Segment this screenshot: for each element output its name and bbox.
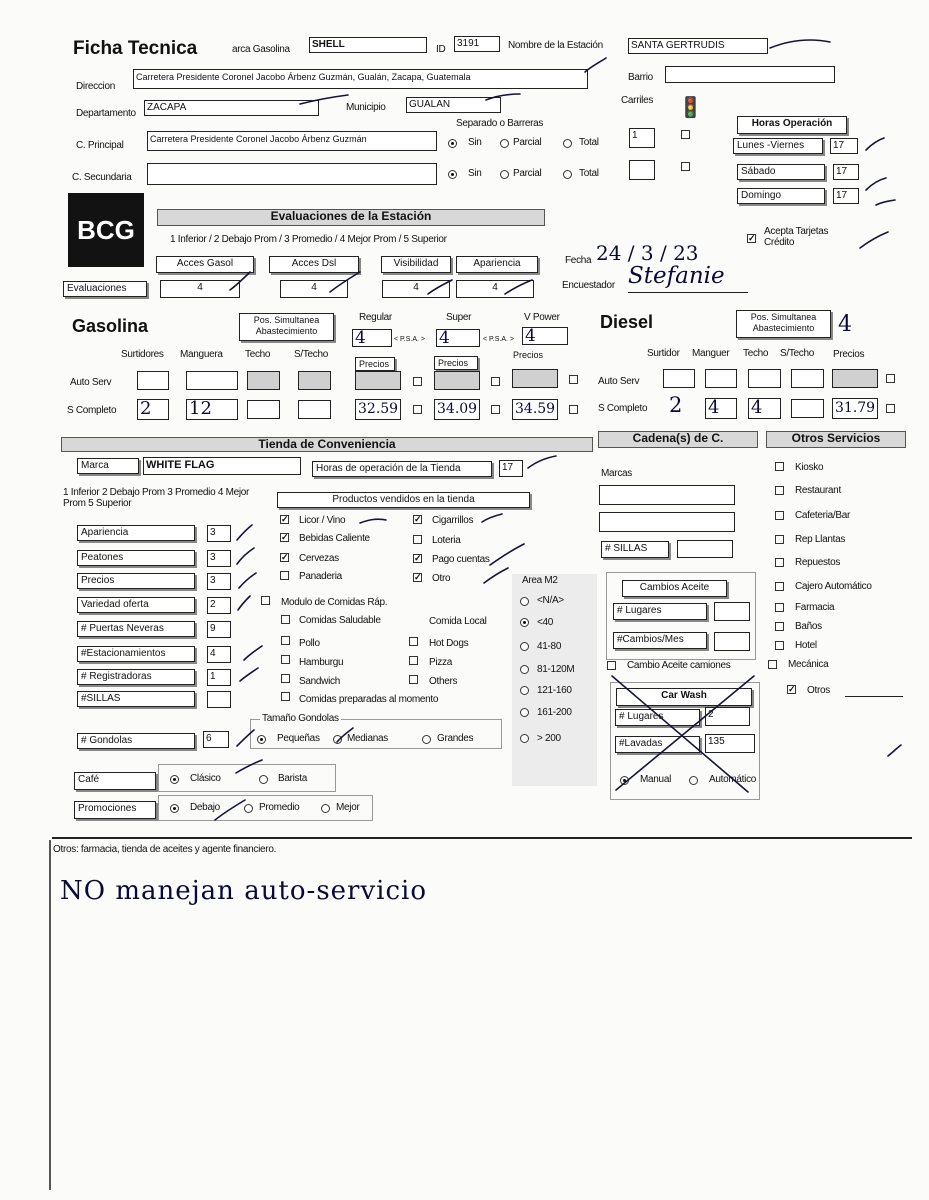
dsl-col-precios: Precios bbox=[833, 349, 865, 360]
otros-restaurant-label: Restaurant bbox=[795, 485, 841, 496]
cw-automatico-label: Automático bbox=[709, 774, 757, 785]
evaluaciones-header: Evaluaciones de la Estación bbox=[157, 209, 545, 226]
area-121-160-label: 121-160 bbox=[537, 685, 572, 696]
dsl-col-stecho: S/Techo bbox=[780, 348, 815, 359]
municipio-field[interactable]: GUALAN bbox=[406, 97, 501, 113]
vpower-precios-label: Precios bbox=[513, 350, 544, 360]
separado-label: Separado o Barreras bbox=[456, 118, 544, 129]
gondolas-value[interactable]: 6 bbox=[203, 731, 229, 748]
area-na-label: <N/A> bbox=[537, 595, 564, 606]
eval-visibilidad-label: Visibilidad bbox=[381, 256, 451, 273]
marcas-label: Marcas bbox=[601, 468, 632, 479]
id-label: ID bbox=[436, 44, 446, 55]
otros-servicios-header: Otros Servicios bbox=[766, 431, 906, 448]
promo-mejor-label: Mejor bbox=[336, 802, 360, 813]
tamano-grandes-label: Grandes bbox=[437, 733, 474, 744]
producto-cervezas-check[interactable]: ✓ bbox=[281, 552, 289, 562]
carriles-principal-field[interactable]: 1 bbox=[629, 128, 655, 148]
area-200-label: > 200 bbox=[537, 733, 561, 744]
gondolas-label: # Gondolas bbox=[77, 733, 195, 749]
cw-lavadas-field[interactable]: 135 bbox=[705, 734, 755, 753]
promociones-label: Promociones bbox=[74, 801, 156, 819]
rating-registradoras-value[interactable]: 1 bbox=[207, 669, 231, 686]
eval-acces-gasol-value[interactable]: 4 bbox=[160, 280, 240, 298]
direccion-field[interactable]: Carretera Presidente Coronel Jacobo Árbenz Guzmán, Gualán, Zacapa, Guatemala bbox=[133, 69, 588, 89]
comida-pizza-label: Pizza bbox=[429, 657, 452, 668]
rating-apariencia-value[interactable]: 3 bbox=[207, 525, 231, 542]
vpower-label: V Power bbox=[524, 312, 560, 323]
eval-apariencia-value[interactable]: 4 bbox=[456, 280, 534, 298]
diesel-pos-simultanea: Pos. Simultanea Abastecimiento bbox=[736, 310, 831, 338]
comida-pollo-label: Pollo bbox=[299, 638, 320, 649]
lunes-viernes-label: Lunes -Viernes bbox=[733, 138, 823, 154]
gas-sc-precio-vpower[interactable]: 34.59 bbox=[512, 399, 558, 420]
traffic-light-icon: 🚦 bbox=[678, 97, 703, 119]
comida-preparadas-label: Comidas preparadas al momento bbox=[299, 694, 439, 705]
secundaria-sin-label: Sin bbox=[468, 168, 482, 179]
domingo-field[interactable]: 17 bbox=[833, 188, 859, 204]
otros-repuestos-label: Repuestos bbox=[795, 557, 841, 568]
marca-gasolina-label: arca Gasolina bbox=[232, 44, 290, 55]
domingo-label: Domingo bbox=[737, 188, 825, 204]
otros-farmacia-label: Farmacia bbox=[795, 602, 835, 613]
direccion-label: Direccion bbox=[76, 81, 115, 92]
eval-apariencia-label: Apariencia bbox=[456, 256, 538, 273]
gas-col-techo: Techo bbox=[245, 349, 271, 360]
eval-acces-dsl-label: Acces Dsl bbox=[269, 256, 359, 273]
tienda-horas-label: Horas de operación de la Tienda bbox=[312, 461, 492, 477]
comida-saludable-label: Comidas Saludable bbox=[299, 615, 381, 626]
producto-pago-check[interactable]: ✓ bbox=[414, 553, 422, 563]
producto-cigarrillos-check[interactable]: ✓ bbox=[414, 514, 422, 524]
rating-peatones-value[interactable]: 3 bbox=[207, 550, 231, 567]
tienda-header: Tienda de Conveniencia bbox=[61, 437, 593, 452]
producto-pago-label: Pago cuentas bbox=[432, 554, 490, 565]
super-precios-label: Precios bbox=[434, 356, 478, 370]
otros-banos-label: Baños bbox=[795, 621, 822, 632]
regular-psa-label: < P.S.A. > bbox=[394, 336, 426, 343]
notes-typed: Otros: farmacia, tienda de aceites y agente financiero. bbox=[53, 844, 277, 855]
dsl-col-manguer: Manguer bbox=[692, 348, 730, 359]
evaluaciones-scale: 1 Inferior / 2 Debajo Prom / 3 Promedio / 4 Mejor Prom / 5 Superior bbox=[170, 234, 447, 245]
cafe-barista-label: Barista bbox=[278, 773, 308, 784]
gas-sc-precio-super[interactable]: 34.09 bbox=[434, 399, 480, 420]
rating-precios-label: Precios bbox=[77, 573, 195, 589]
secundaria-total-label: Total bbox=[579, 168, 599, 179]
nombre-estacion-field[interactable]: SANTA GERTRUDIS bbox=[628, 38, 768, 54]
dsl-s-completo-label: S Completo bbox=[598, 403, 648, 414]
principal-total-label: Total bbox=[579, 137, 599, 148]
rating-puertas-label: # Puertas Neveras bbox=[77, 621, 195, 637]
comida-others-label: Others bbox=[429, 676, 458, 687]
departamento-field[interactable]: ZACAPA bbox=[144, 100, 319, 116]
rating-registradoras-label: # Registradoras bbox=[77, 669, 195, 685]
producto-otro-label: Otro bbox=[432, 573, 451, 584]
rating-variedad-value[interactable]: 2 bbox=[207, 597, 231, 614]
producto-loteria-label: Loteria bbox=[432, 535, 461, 546]
super-psa-label: < P.S.A. > bbox=[483, 336, 515, 343]
principal-parcial-label: Parcial bbox=[513, 137, 542, 148]
secundaria-parcial-label: Parcial bbox=[513, 168, 542, 179]
regular-pos-value: 4 bbox=[355, 329, 366, 347]
comida-hotdogs-label: Hot Dogs bbox=[429, 638, 469, 649]
cw-manual-label: Manual bbox=[640, 774, 671, 785]
otros-cafeteria-label: Cafeteria/Bar bbox=[795, 510, 851, 521]
cambio-camiones-label: Cambio Aceite camiones bbox=[627, 660, 731, 671]
acepta-tarjetas-label: Acepta Tarjetas Crédito bbox=[764, 226, 829, 248]
otros-hotel-label: Hotel bbox=[795, 640, 817, 651]
regular-label: Regular bbox=[359, 312, 392, 323]
c-principal-field[interactable]: Carretera Presidente Coronel Jacobo Árbenz Guzmán bbox=[147, 131, 437, 151]
fecha-value[interactable]: 24 / 3 / 23 bbox=[596, 241, 699, 265]
gasolina-pos-simultanea: Pos. Simultanea Abastecimiento bbox=[239, 313, 334, 341]
cadenas-header: Cadena(s) de C. bbox=[598, 431, 758, 448]
gas-sc-precio-regular[interactable]: 32.59 bbox=[355, 399, 401, 420]
lunes-viernes-field[interactable]: 17 bbox=[830, 138, 858, 154]
area-81-120-label: 81-120M bbox=[537, 664, 575, 675]
c-principal-label: C. Principal bbox=[76, 140, 124, 151]
tienda-marca-field[interactable]: WHITE FLAG bbox=[143, 457, 301, 475]
evaluaciones-row-label: Evaluaciones bbox=[63, 281, 147, 297]
eval-acces-dsl-value[interactable]: 4 bbox=[280, 280, 348, 298]
barrio-label: Barrio bbox=[628, 72, 653, 83]
rating-sillas-label: #SILLAS bbox=[77, 691, 195, 707]
notes-handwritten[interactable]: NO manejan auto-servicio bbox=[60, 876, 428, 906]
tamano-medianas-label: Medianas bbox=[347, 733, 388, 744]
area-m2-label: Area M2 bbox=[522, 575, 558, 586]
dsl-sc-techo[interactable]: 4 bbox=[748, 398, 781, 419]
otros-otros-check[interactable]: ✓ bbox=[788, 684, 796, 694]
dsl-col-surtidor: Surtidor bbox=[647, 348, 680, 359]
producto-otro-check[interactable]: ✓ bbox=[414, 572, 422, 582]
comida-hamburguesa-label: Hamburgu bbox=[299, 657, 344, 668]
principal-sin-label: Sin bbox=[468, 137, 482, 148]
cambios-aceite-header: Cambios Aceite bbox=[622, 580, 727, 597]
dsl-auto-serv-label: Auto Serv bbox=[598, 376, 640, 387]
rating-variedad-label: Variedad oferta bbox=[77, 597, 195, 613]
car-wash-header: Car Wash bbox=[616, 688, 752, 706]
tamano-pequenas-label: Pequeñas bbox=[277, 733, 320, 744]
tamano-label: Tamaño Gondolas bbox=[262, 713, 339, 724]
encuestador-value[interactable]: Stefanie bbox=[628, 263, 725, 289]
marca-gasolina-field[interactable]: SHELL bbox=[309, 37, 427, 53]
area-161-200-label: 161-200 bbox=[537, 707, 572, 718]
producto-bebidas-check[interactable]: ✓ bbox=[281, 532, 289, 542]
dsl-sc-surtidor[interactable]: 2 bbox=[669, 393, 683, 417]
municipio-label: Municipio bbox=[346, 102, 386, 113]
eval-visibilidad-value[interactable]: 4 bbox=[382, 280, 450, 298]
id-field[interactable]: 3191 bbox=[454, 36, 500, 52]
rating-estacionamientos-value[interactable]: 4 bbox=[207, 646, 231, 663]
area-41-80-label: 41-80 bbox=[537, 641, 562, 652]
rating-peatones-label: Peatones bbox=[77, 550, 195, 566]
super-pos-value: 4 bbox=[439, 329, 450, 347]
vpower-pos-value: 4 bbox=[525, 327, 536, 345]
cafe-clasico-label: Clásico bbox=[190, 773, 221, 784]
eval-acces-gasol-label: Acces Gasol bbox=[156, 256, 254, 273]
carriles-label: Carriles bbox=[621, 95, 654, 106]
comida-local-label: Comida Local bbox=[429, 616, 487, 627]
rating-precios-value[interactable]: 3 bbox=[207, 573, 231, 590]
gasolina-title: Gasolina bbox=[72, 316, 149, 336]
tienda-marca-label: Marca bbox=[77, 458, 139, 474]
departamento-label: Departamento bbox=[76, 108, 136, 119]
otros-cajero-label: Cajero Automático bbox=[795, 581, 872, 592]
modulo-comidas-label: Modulo de Comidas Ráp. bbox=[281, 597, 388, 608]
sabado-field[interactable]: 17 bbox=[833, 164, 859, 180]
otros-llantas-label: Rep Llantas bbox=[795, 534, 846, 545]
comida-sandwich-label: Sandwich bbox=[299, 676, 340, 687]
rating-puertas-value[interactable]: 9 bbox=[207, 621, 231, 638]
encuestador-label: Encuestador bbox=[562, 280, 615, 291]
dsl-sc-precio[interactable]: 31.79 bbox=[832, 398, 878, 419]
gas-sc-surtidores[interactable]: 2 bbox=[137, 399, 169, 420]
otros-mecanica-label: Mecánica bbox=[788, 659, 829, 670]
dsl-sc-manguera[interactable]: 4 bbox=[705, 398, 737, 419]
gas-auto-serv-label: Auto Serv bbox=[70, 377, 112, 388]
area-40-label: <40 bbox=[537, 617, 554, 628]
regular-precios-label: Precios bbox=[355, 357, 395, 371]
cafe-label: Café bbox=[74, 772, 156, 790]
form-title: Ficha Tecnica bbox=[73, 38, 198, 59]
tienda-scale: 1 Inferior 2 Debajo Prom 3 Promedio 4 Mejor Prom 5 Superior bbox=[63, 487, 250, 509]
gas-col-surtidores: Surtidores bbox=[121, 349, 164, 360]
cambios-lugares-label: # Lugares bbox=[613, 603, 707, 620]
producto-licor-check[interactable]: ✓ bbox=[281, 514, 289, 524]
tienda-horas-field[interactable]: 17 bbox=[499, 460, 523, 477]
bcg-logo-text: BCG bbox=[77, 215, 135, 245]
producto-cervezas-label: Cervezas bbox=[299, 553, 339, 564]
producto-licor-label: Licor / Vino bbox=[299, 515, 346, 526]
cw-lavadas-label: #Lavadas bbox=[615, 736, 700, 753]
cadenas-sillas-label: # SILLAS bbox=[601, 541, 669, 558]
producto-bebidas-label: Bebidas Caliente bbox=[299, 533, 370, 544]
rating-apariencia-label: Apariencia bbox=[77, 525, 195, 541]
cw-lugares-field[interactable]: 2 bbox=[705, 707, 750, 726]
promo-debajo-label: Debajo bbox=[190, 802, 220, 813]
gas-s-completo-label: S Completo bbox=[67, 405, 117, 416]
sabado-label: Sábado bbox=[737, 164, 825, 180]
diesel-title: Diesel bbox=[600, 312, 654, 332]
promo-promedio-label: Promedio bbox=[259, 802, 300, 813]
producto-cigarrillos-label: Cigarrillos bbox=[432, 515, 474, 526]
cambios-mes-label: #Cambios/Mes bbox=[613, 632, 707, 649]
rating-estacionamientos-label: #Estacionamientos bbox=[77, 646, 195, 662]
horas-operacion-header: Horas Operación bbox=[737, 116, 847, 134]
otros-otros-label: Otros bbox=[807, 685, 830, 696]
gas-col-manguera: Manguera bbox=[180, 349, 223, 360]
super-label: Super bbox=[446, 312, 472, 323]
producto-panaderia-label: Panaderia bbox=[299, 571, 342, 582]
diesel-pos-simultanea-value[interactable]: 4 bbox=[838, 312, 852, 337]
fecha-label: Fecha bbox=[565, 255, 592, 266]
otros-kiosko-label: Kiosko bbox=[795, 462, 824, 473]
cw-lugares-label: # Lugares bbox=[615, 709, 700, 726]
gas-col-stecho: S/Techo bbox=[294, 349, 329, 360]
gas-sc-mangueras[interactable]: 12 bbox=[186, 399, 238, 420]
productos-label: Productos vendidos en la tienda bbox=[277, 492, 530, 508]
acepta-tarjetas-check[interactable]: ✓ bbox=[748, 233, 756, 243]
dsl-col-techo: Techo bbox=[743, 348, 769, 359]
c-secundaria-label: C. Secundaria bbox=[72, 172, 132, 183]
nombre-estacion-label: Nombre de la Estación bbox=[508, 40, 603, 51]
